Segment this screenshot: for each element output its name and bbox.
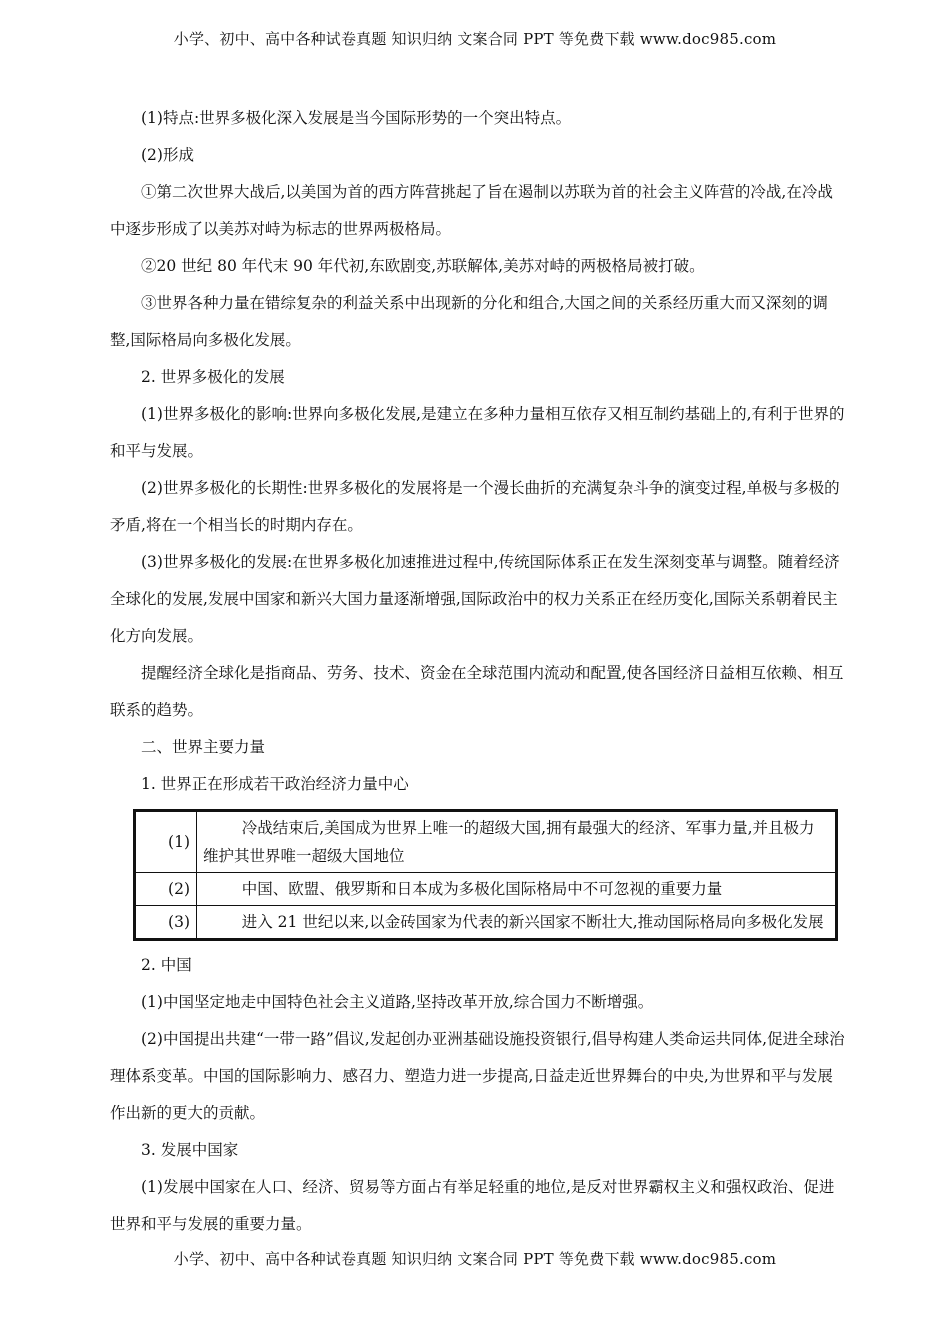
table-cell-number: (1): [135, 811, 197, 873]
paragraph: (2)形成: [141, 146, 194, 164]
table-cell-number: (3): [135, 906, 197, 940]
section-heading: 二、世界主要力量: [141, 738, 266, 756]
paragraph: (2)世界多极化的长期性:世界多极化的发展将是一个漫长曲折的充满复杂斗争的演变过程,单极与多极的矛盾,将在一个相当长的时期内存在。: [110, 479, 840, 534]
paragraph: ①第二次世界大战后,以美国为首的西方阵营挑起了旨在遏制以苏联为首的社会主义阵营的冷战,在冷战中逐步形成了以美苏对峙为标志的世界两极格局。: [110, 183, 833, 238]
section-heading: 2. 中国: [141, 956, 192, 974]
reminder-paragraph: 提醒经济全球化是指商品、劳务、技术、资金在全球范围内流动和配置,使各国经济日益相互依赖、相互联系的趋势。: [110, 664, 844, 719]
paragraph: (3)世界多极化的发展:在世界多极化加速推进过程中,传统国际体系正在发生深刻变革与调整。随着经济全球化的发展,发展中国家和新兴大国力量逐渐增强,国际政治中的权力关系正在经历变化,国际关系朝着民主化方向发展。: [110, 553, 840, 645]
document-body: [110, 100, 845, 1243]
paragraph: (1)特点:世界多极化深入发展是当今国际形势的一个突出特点。: [141, 109, 572, 127]
table-cell-text: 冷战结束后,美国成为世界上唯一的超级大国,拥有最强大的经济、军事力量,并且极力维护其世界唯一超级大国地位: [197, 811, 837, 873]
paragraph: ②20 世纪 80 年代末 90 年代初,东欧剧变,苏联解体,美苏对峙的两极格局被打破。: [141, 257, 705, 275]
forces-table: [133, 809, 838, 941]
paragraph: ③世界各种力量在错综复杂的利益关系中出现新的分化和组合,大国之间的关系经历重大而又深刻的调整,国际格局向多极化发展。: [110, 294, 828, 349]
table-row: [135, 811, 837, 873]
paragraph: (1)世界多极化的影响:世界向多极化发展,是建立在多种力量相互依存又相互制约基础上的,有利于世界的和平与发展。: [110, 405, 845, 460]
table-cell-text: 中国、欧盟、俄罗斯和日本成为多极化国际格局中不可忽视的重要力量: [197, 873, 837, 906]
table-row: [135, 873, 837, 906]
section-heading: 2. 世界多极化的发展: [141, 368, 285, 386]
table-cell-number: (2): [135, 873, 197, 906]
section-heading: 1. 世界正在形成若干政治经济力量中心: [141, 775, 409, 793]
paragraph: (1)发展中国家在人口、经济、贸易等方面占有举足轻重的地位,是反对世界霸权主义和强权政治、促进世界和平与发展的重要力量。: [110, 1178, 835, 1233]
section-heading: 3. 发展中国家: [141, 1141, 239, 1159]
paragraph: (1)中国坚定地走中国特色社会主义道路,坚持改革开放,综合国力不断增强。: [141, 993, 654, 1011]
page-header: 小学、初中、高中各种试卷真题 知识归纳 文案合同 PPT 等免费下载 www.doc985.com: [173, 30, 777, 48]
paragraph: (2)中国提出共建“一带一路”倡议,发起创办亚洲基础设施投资银行,倡导构建人类命运共同体,促进全球治理体系变革。中国的国际影响力、感召力、塑造力进一步提高,日益走近世界舞台的中央,为世界和平与发展作出新的更大的贡献。: [110, 1030, 845, 1122]
page-footer: 小学、初中、高中各种试卷真题 知识归纳 文案合同 PPT 等免费下载 www.doc985.com: [173, 1250, 777, 1268]
table-cell-text: 进入 21 世纪以来,以金砖国家为代表的新兴国家不断壮大,推动国际格局向多极化发展: [197, 906, 837, 940]
table-row: [135, 906, 837, 940]
